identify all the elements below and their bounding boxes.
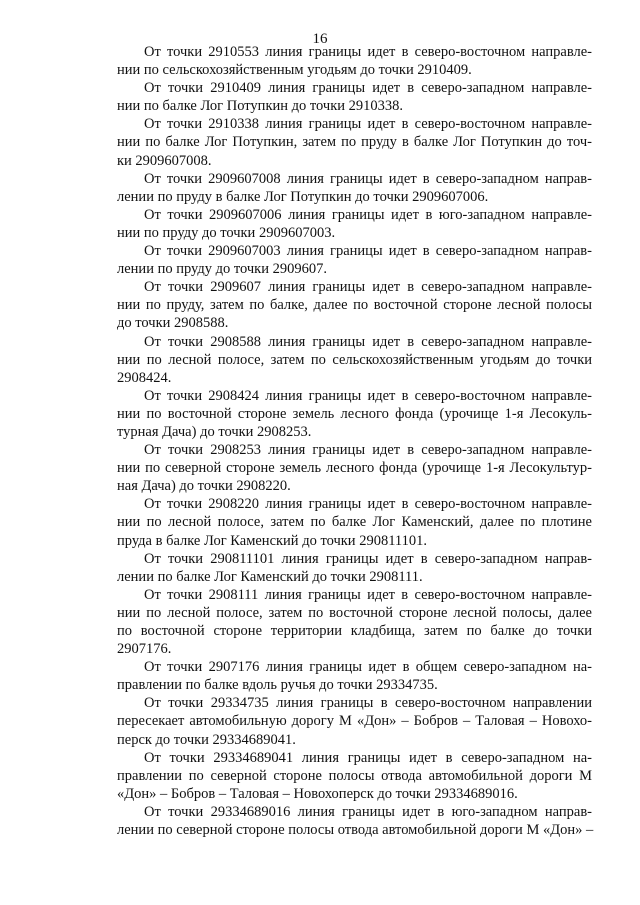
paragraph-line: От точки 2907176 линия границы идет в общем северо-западном на-: [144, 659, 592, 676]
paragraph-line: лении по пруду до точки 2909607.: [117, 261, 327, 278]
boundary-description-text: [117, 43, 592, 839]
paragraph-line: От точки 29334735 линия границы в северо-восточном направлении: [144, 695, 592, 712]
boundary-paragraph: [117, 43, 592, 79]
paragraph-line: От точки 2908111 линия границы идет в северо-восточном направле-: [144, 586, 592, 603]
paragraph-line: правлении по балке вдоль ручья до точки 29334735.: [117, 677, 438, 694]
boundary-paragraph: [117, 278, 592, 332]
paragraph-line: лении по балке Лог Каменский до точки 2908111.: [117, 568, 423, 585]
paragraph-line: нии по лесной полосе, затем по балке Лог Каменский, далее по плотине: [117, 514, 592, 531]
boundary-paragraph: [117, 495, 592, 549]
paragraph-line: От точки 2908588 линия границы идет в северо-западном направле-: [144, 333, 592, 350]
paragraph-line: нии по балке Лог Потупкин, затем по пруду в балке Лог Потупкин до точ-: [117, 134, 592, 151]
paragraph-line: 2908424.: [117, 369, 172, 386]
paragraph-line: по восточной стороне территории кладбища, затем по балке до точки: [117, 623, 592, 639]
boundary-paragraph: [117, 441, 592, 495]
paragraph-line: нии по пруду, затем по балке, далее по восточной стороне лесной полосы: [117, 297, 592, 314]
paragraph-line: От точки 29334689041 линия границы идет в северо-западном на-: [144, 749, 592, 766]
paragraph-line: нии по сельскохозяйственным угодьям до точки 2910409.: [117, 62, 472, 79]
paragraph-line: От точки 2910553 линия границы идет в северо-восточном направле-: [144, 44, 592, 60]
boundary-paragraph: [117, 550, 592, 586]
boundary-paragraph: [117, 206, 592, 242]
paragraph-line: 2907176.: [117, 641, 172, 658]
boundary-paragraph: [117, 387, 592, 441]
paragraph-line: От точки 2908220 линия границы идет в северо-восточном направле-: [144, 496, 592, 513]
paragraph-line: нии по лесной полосе, затем по восточной стороне лесной полосы, далее: [117, 604, 592, 621]
boundary-paragraph: [117, 694, 592, 748]
paragraph-line: лении по пруду в балке Лог Потупкин до точки 2909607006.: [117, 188, 489, 205]
boundary-paragraph: [117, 79, 592, 115]
paragraph-line: пересекает автомобильную дорогу М «Дон» – Бобров – Таловая – Новохо-: [117, 713, 592, 730]
paragraph-line: правлении по северной стороне полосы отвода автомобильной дороги М: [117, 767, 592, 784]
boundary-paragraph: [117, 658, 592, 694]
boundary-paragraph: [117, 242, 592, 278]
paragraph-line: нии по лесной полосе, затем по сельскохозяйственным угодьям до точки: [117, 351, 592, 368]
paragraph-line: От точки 2909607003 линия границы идет в северо-западном направ-: [144, 243, 592, 260]
paragraph-line: От точки 2908253 линия границы идет в северо-западном направле-: [144, 442, 592, 459]
paragraph-line: От точки 2910338 линия границы идет в северо-восточном направле-: [144, 116, 592, 133]
paragraph-line: лении по северной стороне полосы отвода автомобильной дороги М «Дон» –: [117, 822, 594, 839]
paragraph-line: От точки 2910409 линия границы идет в северо-западном направле-: [144, 80, 592, 97]
boundary-paragraph: [117, 115, 592, 169]
boundary-paragraph: [117, 749, 592, 803]
paragraph-line: От точки 2908424 линия границы идет в северо-восточном направле-: [144, 387, 592, 404]
paragraph-line: нии по балке Лог Потупкин до точки 2910338.: [117, 98, 403, 115]
paragraph-line: ная Дача) до точки 2908220.: [117, 478, 291, 495]
paragraph-line: От точки 290811101 линия границы идет в северо-западном направ-: [144, 550, 592, 567]
boundary-paragraph: [117, 803, 592, 839]
boundary-paragraph: [117, 586, 592, 658]
paragraph-line: От точки 29334689016 линия границы идет в юго-западном направ-: [144, 803, 592, 820]
paragraph-line: до точки 2908588.: [117, 315, 229, 332]
paragraph-line: нии по восточной стороне земель лесного фонда (урочище 1-я Лесокуль-: [117, 405, 592, 422]
paragraph-line: нии по северной стороне земель лесного фонда (урочище 1-я Лесокультур-: [117, 460, 592, 477]
paragraph-line: перск до точки 29334689041.: [117, 731, 296, 748]
boundary-paragraph: [117, 170, 592, 206]
page-number: 16: [312, 31, 328, 47]
paragraph-line: От точки 2909607008 линия границы идет в северо-западном направ-: [144, 170, 592, 187]
paragraph-line: «Дон» – Бобров – Таловая – Новохоперск до точки 29334689016.: [117, 785, 518, 802]
paragraph-line: ки 2909607008.: [117, 152, 212, 169]
paragraph-line: От точки 2909607006 линия границы идет в юго-западном направле-: [144, 206, 592, 223]
paragraph-line: турная Дача) до точки 2908253.: [117, 423, 312, 440]
paragraph-line: От точки 2909607 линия границы идет в северо-западном направле-: [144, 279, 592, 296]
paragraph-line: пруда в балке Лог Каменский до точки 290811101.: [117, 532, 427, 549]
paragraph-line: нии по пруду до точки 2909607003.: [117, 224, 336, 241]
boundary-paragraph: [117, 333, 592, 387]
